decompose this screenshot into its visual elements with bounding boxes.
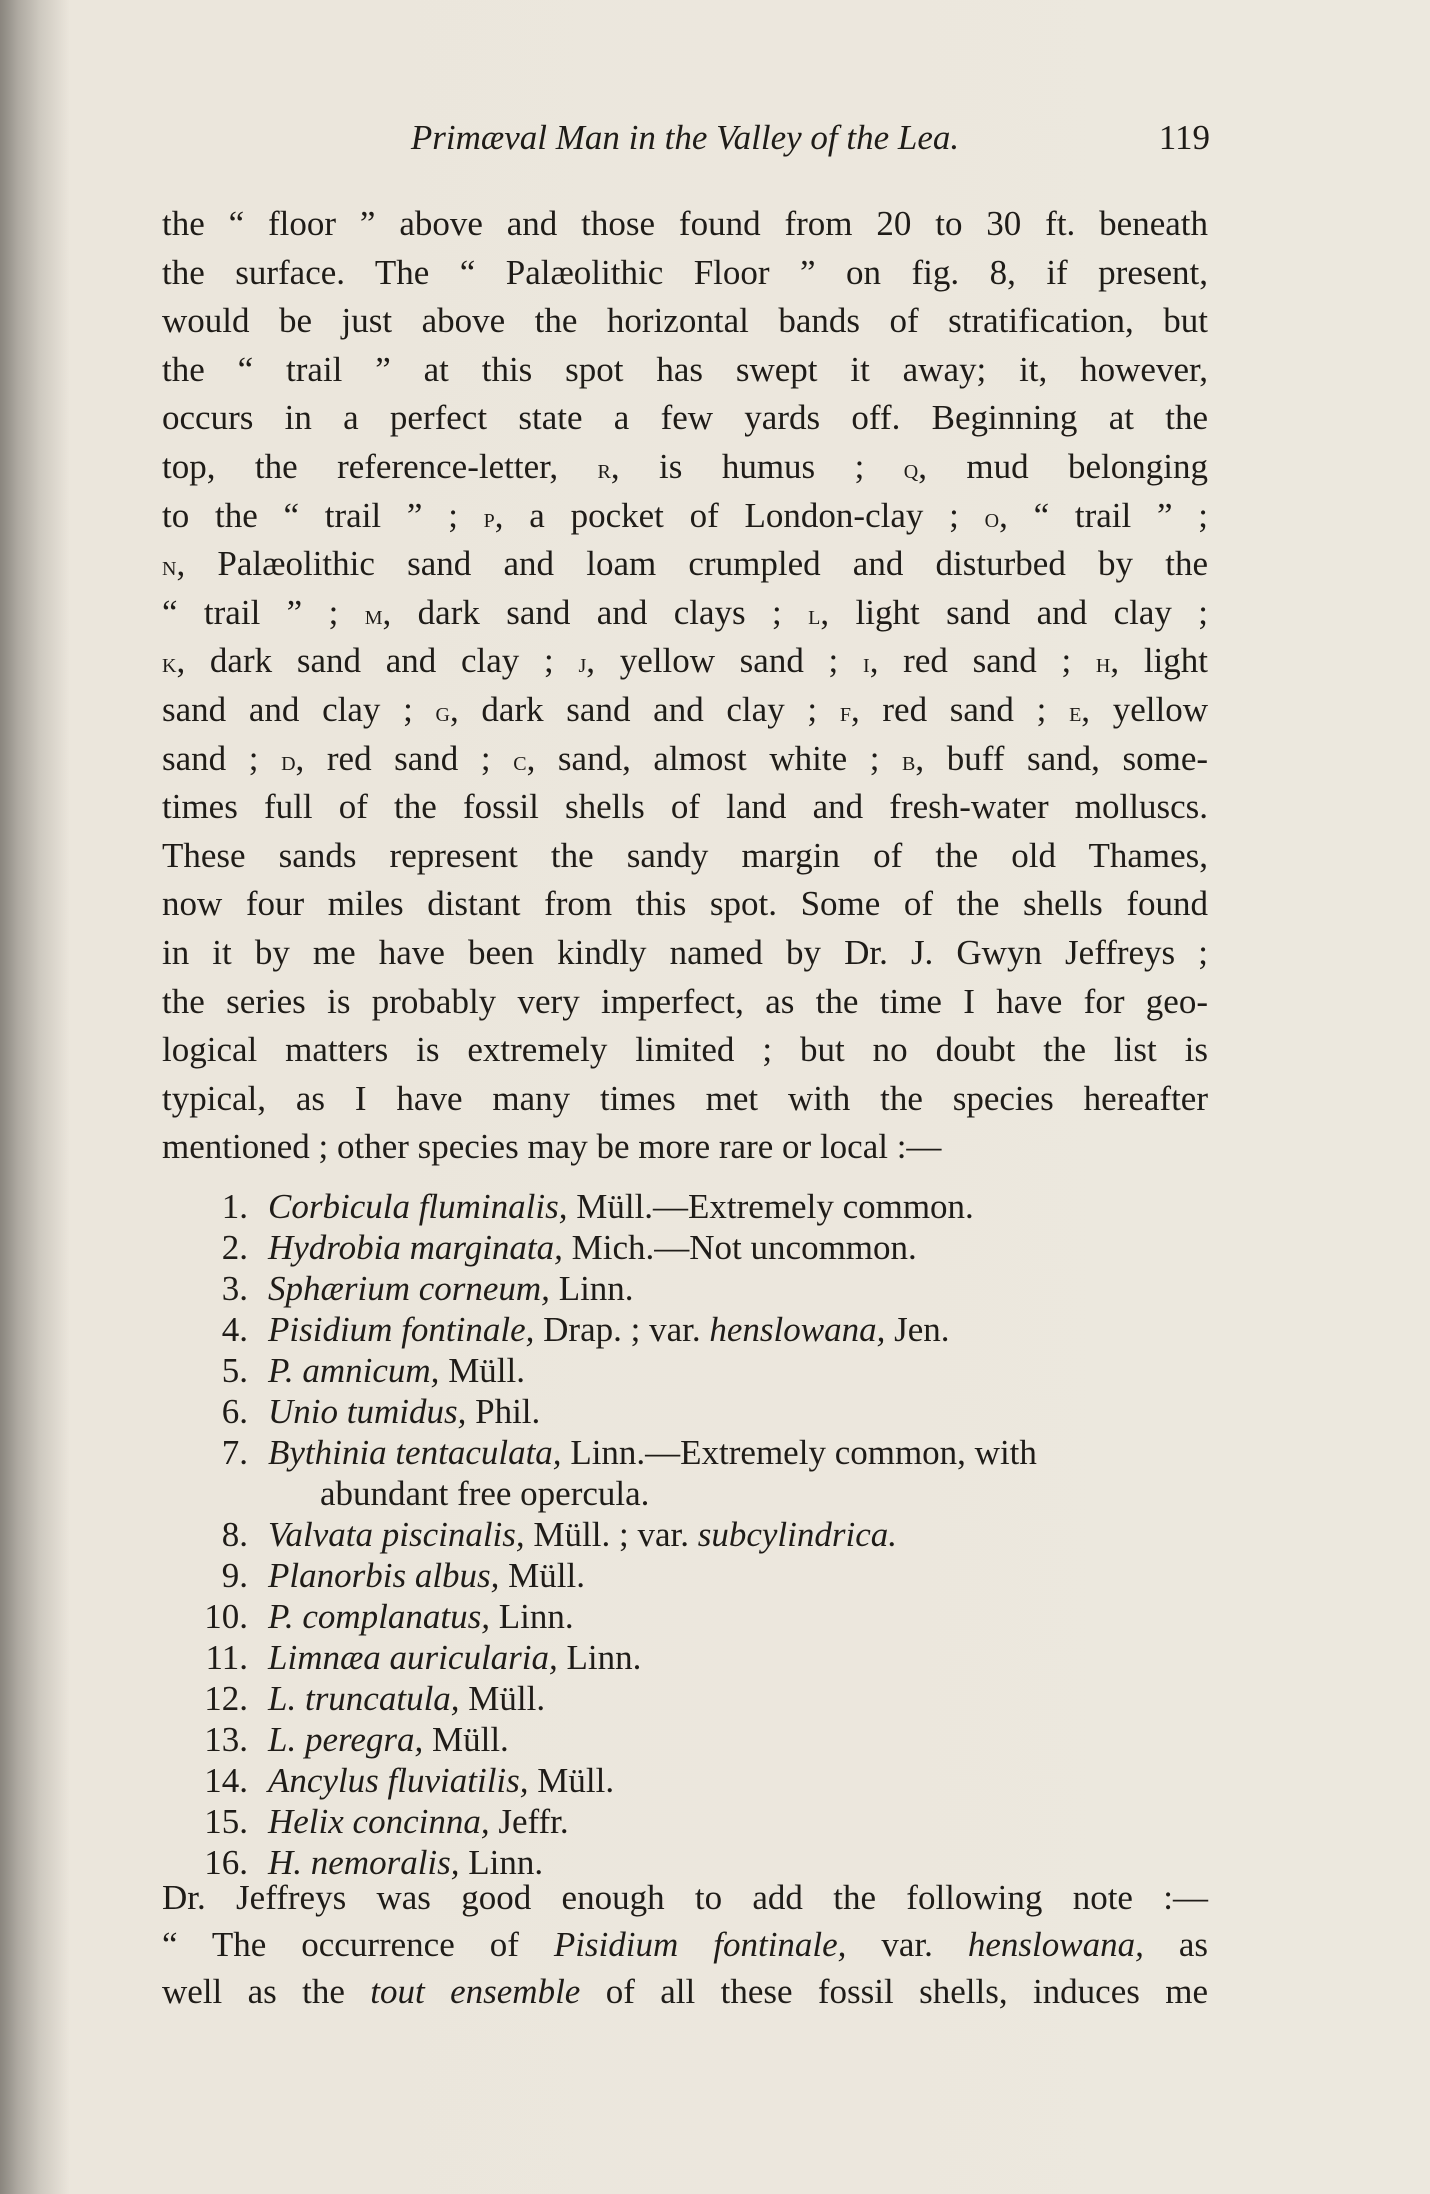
species-list-item	[162, 1432, 1208, 1473]
species-entry	[268, 1760, 614, 1801]
closing-paragraph	[162, 1874, 1208, 2015]
species-list-item	[162, 1719, 1208, 1760]
text-line: now four miles distant from this spot. Some of the shells found	[162, 884, 1208, 924]
species-authority: Drap. ; var.	[534, 1310, 710, 1349]
species-number: 7.	[221, 1433, 248, 1472]
species-name: P. complanatus,	[268, 1597, 490, 1636]
species-number: 8.	[221, 1515, 248, 1554]
species-number: 15.	[204, 1802, 248, 1841]
text-line	[162, 492, 1208, 541]
species-continuation: abundant free opercula.	[320, 1474, 650, 1513]
text-line	[162, 1968, 1208, 2015]
species-authority: Müll. ; var.	[524, 1515, 698, 1554]
species-name: Unio tumidus,	[268, 1392, 467, 1431]
text-line	[162, 686, 1208, 735]
text-line: the “ trail ” at this spot has swept it away; it, however,	[162, 349, 1208, 389]
text-run: well as the	[162, 1972, 371, 2011]
variety-name: henslowana,	[709, 1310, 886, 1349]
text-run: “ trail ” ;	[162, 592, 365, 632]
species-name: Corbicula fluminalis,	[268, 1187, 568, 1226]
variety-name: subcylindrica.	[697, 1515, 897, 1554]
text-run: var.	[846, 1925, 968, 1964]
species-name: Helix concinna,	[268, 1802, 490, 1841]
text-run: , red sand ;	[869, 641, 1096, 681]
text-line: These sands represent the sandy margin of the old Thames,	[162, 835, 1208, 875]
species-list-item	[162, 1678, 1208, 1719]
species-name: L. peregra,	[268, 1720, 424, 1759]
text-line: the “ floor ” above and those found from 20 to 30 ft. beneath	[162, 204, 1208, 243]
text-line: would be just above the horizontal bands of stratification, but	[162, 301, 1208, 341]
text-run: , dark sand and clay ;	[449, 689, 840, 729]
reference-letter: b	[902, 744, 916, 777]
species-number: 11.	[205, 1638, 248, 1677]
text-line: Dr. Jeffreys was good enough to add the following note :—	[162, 1878, 1208, 1917]
species-number: 2.	[221, 1228, 248, 1267]
species-list-item	[162, 1596, 1208, 1637]
reference-letter: q	[903, 452, 919, 485]
reference-letter: m	[364, 598, 383, 631]
species-list-item	[162, 1350, 1208, 1391]
reference-letter: l	[808, 598, 821, 631]
species-number: 14.	[204, 1761, 248, 1800]
species-list-item	[162, 1186, 1208, 1227]
running-title: Primæval Man in the Valley of the Lea.	[410, 118, 960, 157]
reference-letter: d	[281, 744, 296, 777]
species-entry	[268, 1514, 897, 1555]
species-list-item	[162, 1473, 1208, 1514]
text-run: , red sand ;	[850, 689, 1070, 729]
species-authority: Mich.—Not uncommon.	[562, 1228, 917, 1267]
text-line: typical, as I have many times met with the species hereafter	[162, 1078, 1208, 1118]
text-run: top, the reference-letter,	[162, 446, 598, 486]
text-line	[162, 1921, 1208, 1968]
species-entry	[268, 1596, 574, 1637]
text-run: “ The occurrence of	[162, 1925, 554, 1964]
reference-letter: e	[1069, 695, 1082, 728]
text-line	[162, 540, 1208, 589]
reference-letter: r	[597, 452, 611, 485]
species-name: Planorbis albus,	[268, 1556, 500, 1595]
species-authority: Müll.	[499, 1556, 585, 1595]
species-number: 1.	[221, 1187, 248, 1226]
species-list-item	[162, 1760, 1208, 1801]
reference-letter: p	[483, 501, 495, 534]
species-name: H. nemoralis,	[268, 1843, 460, 1882]
species-list-item	[162, 1309, 1208, 1350]
text-line	[162, 637, 1208, 686]
reference-letter: i	[863, 647, 870, 680]
text-run: of all these fossil shells, induces me	[580, 1972, 1208, 2011]
reference-letter: n	[162, 550, 177, 583]
species-list-item	[162, 1514, 1208, 1555]
text-run: , dark sand and clay ;	[176, 641, 579, 681]
species-authority: Müll.	[459, 1679, 546, 1718]
species-list-item	[162, 1637, 1208, 1678]
species-list-item	[162, 1268, 1208, 1309]
species-entry	[268, 1309, 949, 1350]
species-authority: Phil.	[466, 1392, 541, 1431]
text-run: , buff sand, some-	[915, 738, 1209, 778]
text-run: , dark sand and clays ;	[382, 592, 809, 632]
text-line: logical matters is extremely limited ; but no doubt the list is	[162, 1030, 1208, 1070]
text-line: the surface. The “ Palæolithic Floor ” on fig. 8, if present,	[162, 252, 1208, 292]
reference-letter: g	[435, 695, 450, 728]
text-line: mentioned ; other species may be more rare or local :—	[162, 1127, 942, 1167]
text-line: occurs in a perfect state a few yards off. Beginning at the	[162, 398, 1208, 438]
species-name: L. truncatula,	[268, 1679, 460, 1718]
reference-letter: c	[513, 744, 527, 777]
text-run: sand and clay ;	[162, 689, 436, 729]
species-name: P. amnicum,	[268, 1351, 440, 1390]
species-number: 5.	[221, 1351, 248, 1390]
species-entry	[268, 1186, 974, 1227]
species-authority: Jeffr.	[489, 1802, 569, 1841]
species-entry	[268, 1391, 540, 1432]
page-number: 119	[1158, 118, 1210, 157]
variety-name: henslowana,	[967, 1925, 1144, 1964]
species-entry	[268, 1227, 917, 1268]
reference-letter: h	[1095, 647, 1111, 680]
species-entry	[268, 1637, 641, 1678]
species-number: 10.	[204, 1597, 248, 1636]
reference-letter: j	[578, 647, 587, 680]
text-run: , sand, almost white ;	[526, 738, 903, 778]
species-authority: Linn.	[459, 1843, 544, 1882]
reference-letter: f	[839, 695, 851, 728]
species-name: Pisidium fontinale,	[553, 1925, 847, 1964]
text-run: , red sand ;	[295, 738, 514, 778]
species-authority: Linn.	[549, 1269, 634, 1308]
text-run: , is humus ;	[610, 446, 904, 486]
species-name: Bythinia tentaculata,	[268, 1433, 562, 1472]
text-line	[162, 443, 1208, 492]
species-entry	[268, 1801, 569, 1842]
text-line	[162, 589, 1208, 638]
page-header	[160, 112, 1210, 162]
species-list-item	[162, 1227, 1208, 1268]
species-authority: Müll.—Extremely common.	[567, 1187, 974, 1226]
reference-letter: k	[162, 647, 177, 680]
text-run: , yellow	[1081, 689, 1208, 729]
text-run: , “ trail ” ;	[999, 495, 1209, 535]
text-run: , yellow sand ;	[586, 641, 864, 681]
text-run: sand ;	[162, 738, 282, 778]
species-entry	[268, 1432, 1037, 1473]
species-entry	[268, 1678, 545, 1719]
species-name: Sphærium corneum,	[268, 1269, 550, 1308]
species-authority: Linn.	[557, 1638, 642, 1677]
species-authority: Linn.—Extremely common, with	[561, 1433, 1037, 1472]
species-number: 3.	[221, 1269, 248, 1308]
species-entry	[268, 1555, 585, 1596]
text-line: the series is probably very imperfect, as the time I have for geo-	[162, 981, 1208, 1021]
species-list-item	[162, 1801, 1208, 1842]
text-run: , a pocket of London-clay ;	[494, 495, 985, 535]
text-run: , light	[1110, 641, 1208, 681]
species-entry	[268, 1350, 525, 1391]
text-run: , light sand and clay ;	[820, 592, 1208, 632]
species-number: 9.	[221, 1556, 248, 1595]
species-authority: Müll.	[528, 1761, 615, 1800]
species-entry	[268, 1268, 634, 1309]
species-name: Pisidium fontinale,	[268, 1310, 535, 1349]
species-name: Valvata piscinalis,	[268, 1515, 525, 1554]
species-number: 13.	[204, 1720, 248, 1759]
text-line: in it by me have been kindly named by Dr. J. Gwyn Jeffreys ;	[162, 932, 1208, 972]
variety-authority: Jen.	[885, 1310, 950, 1349]
species-entry	[268, 1719, 509, 1760]
italic-phrase: tout ensemble	[370, 1972, 581, 2011]
text-run: , mud belonging	[918, 446, 1209, 486]
species-number: 6.	[221, 1392, 248, 1431]
reference-letter: o	[984, 501, 1000, 534]
species-list-item	[162, 1555, 1208, 1596]
text-run: to the “ trail ” ;	[162, 495, 484, 535]
text-line	[162, 735, 1208, 784]
species-number: 4.	[221, 1310, 248, 1349]
species-list-item	[162, 1391, 1208, 1432]
species-number: 12.	[204, 1679, 248, 1718]
species-authority: Linn.	[490, 1597, 574, 1636]
species-name: Ancylus fluviatilis,	[268, 1761, 529, 1800]
species-authority: Müll.	[439, 1351, 526, 1390]
species-authority: Müll.	[423, 1720, 509, 1759]
text-run: as	[1143, 1925, 1208, 1964]
text-line: times full of the fossil shells of land and fresh-water molluscs.	[162, 787, 1208, 827]
text-run: , Palæolithic sand and loam crumpled and disturbed by the	[176, 544, 1208, 584]
main-paragraph	[162, 200, 1208, 1172]
page-gutter-shadow	[0, 0, 70, 2194]
species-list	[162, 1186, 1208, 1883]
species-name: Limnæa auricularia,	[268, 1638, 558, 1677]
species-name: Hydrobia marginata,	[268, 1228, 563, 1267]
species-number: 16.	[204, 1843, 248, 1882]
